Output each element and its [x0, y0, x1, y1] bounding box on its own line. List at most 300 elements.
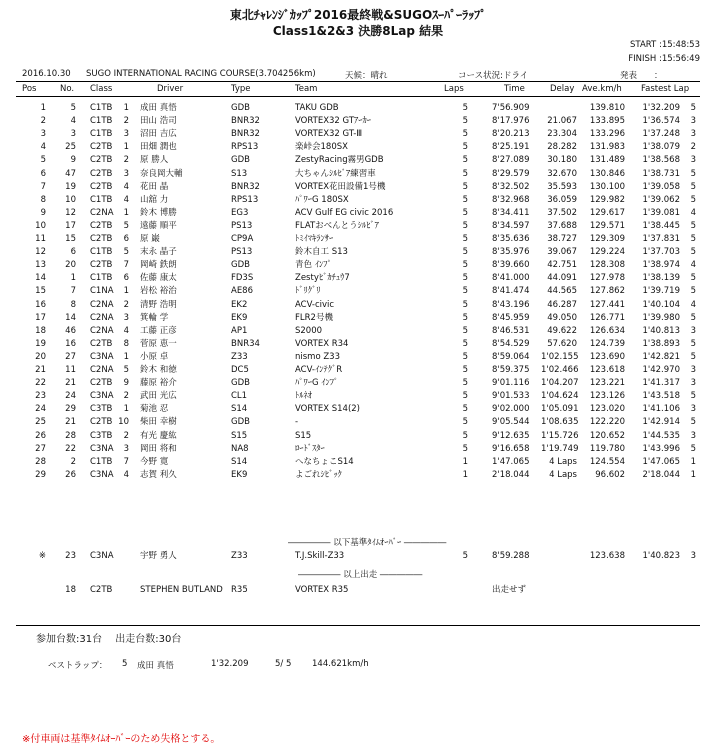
cell-team: Zestyﾋﾞｶﾁｭｳ7 — [295, 273, 350, 283]
cell-no: 15 — [65, 234, 76, 244]
cell-driver: 末永 晶子 — [140, 247, 177, 257]
cell-cp: 3 — [123, 129, 129, 139]
race-date: 2016.10.30 — [22, 69, 71, 79]
cell-cp: 4 — [123, 182, 129, 192]
cell-fll: 3 — [690, 129, 696, 139]
table-row — [0, 272, 716, 284]
cell-cp: 4 — [123, 195, 129, 205]
cell-driver: 鈴木 博勝 — [140, 208, 177, 218]
cell-cls: C2TB — [90, 378, 113, 388]
table-row — [0, 338, 716, 350]
cell-driver: 沼田 吉広 — [140, 129, 177, 139]
cell-laps: 5 — [462, 221, 468, 231]
cell-cp: 5 — [123, 221, 129, 231]
best-lap-label: ベストラップ： — [48, 661, 108, 671]
cell-fll: 5 — [690, 339, 696, 349]
cell-delay: 1'04.624 — [541, 391, 579, 401]
cell-cls: C2TB — [90, 182, 113, 192]
cell-time: 8'32.502 — [492, 182, 530, 192]
table-row — [0, 364, 716, 376]
cell-cls: C1TB — [90, 457, 113, 467]
cell-time: 8'32.968 — [492, 195, 530, 205]
cell-fl: 1'39.081 — [642, 208, 680, 218]
cell-type: GDB — [231, 103, 250, 113]
cell-pos: 10 — [35, 221, 46, 231]
cell-driver: 岩松 裕治 — [140, 286, 177, 296]
table-row-time-over — [0, 550, 716, 562]
cell-fl: 1'38.445 — [642, 221, 680, 231]
header-bottom-rule — [16, 96, 700, 97]
cell-pos: 4 — [40, 142, 46, 152]
cell-fll: 5 — [690, 195, 696, 205]
cell-cls: C1TB — [90, 247, 113, 257]
cell-avg: 123.020 — [589, 404, 625, 414]
cell-delay: 32.670 — [547, 169, 577, 179]
table-header — [0, 83, 716, 95]
cell-cp: 7 — [123, 457, 129, 467]
header-driver: Driver — [157, 84, 184, 94]
weather: 天候：晴れ — [345, 71, 388, 81]
cell-cp: 2 — [123, 155, 129, 165]
cell-team: ACV-ｲﾝﾃｸﾞR — [295, 365, 343, 375]
cell-type: EK2 — [231, 300, 248, 310]
cell-cls: C3NA — [90, 551, 114, 561]
header-class: Class — [90, 84, 113, 94]
cell-no: 46 — [65, 326, 76, 336]
cell-driver: 箕輪 学 — [140, 313, 169, 323]
cell-no: 29 — [65, 404, 76, 414]
cell-cls: C3NA — [90, 470, 114, 480]
table-row — [0, 168, 716, 180]
cell-time: 8'35.636 — [492, 234, 530, 244]
cell-cp: 10 — [118, 417, 129, 427]
cell-driver: 志賀 利久 — [140, 470, 177, 480]
cell-cp: 3 — [123, 313, 129, 323]
cell-no: 26 — [65, 470, 76, 480]
header-team: Team — [295, 84, 318, 94]
cell-team: - — [295, 417, 299, 427]
cell-type: CL1 — [231, 391, 248, 401]
cell-cls: C3NA — [90, 352, 114, 362]
cell-type: FD3S — [231, 273, 254, 283]
table-row — [0, 299, 716, 311]
cell-fl: 1'42.914 — [642, 417, 680, 427]
cell-cp: 1 — [123, 142, 129, 152]
cell-avg: 126.771 — [589, 313, 625, 323]
cell-fl: 1'37.831 — [642, 234, 680, 244]
table-row — [0, 377, 716, 389]
cell-fl: 1'42.970 — [642, 365, 680, 375]
cell-driver: 田畑 潤也 — [140, 142, 177, 152]
cell-pos: 2 — [40, 116, 46, 126]
cell-fll: 4 — [690, 300, 696, 310]
cell-avg: 131.489 — [589, 155, 625, 165]
cell-fll: 5 — [690, 182, 696, 192]
cell-driver: 柴田 幸樹 — [140, 417, 177, 427]
cell-cls: C2NA — [90, 326, 114, 336]
cell-no: 21 — [65, 417, 76, 427]
cell-laps: 5 — [462, 169, 468, 179]
cell-no: 17 — [65, 221, 76, 231]
cell-no: 6 — [70, 247, 76, 257]
cell-driver: 花田 晶 — [140, 182, 169, 192]
cell-pos: 9 — [40, 208, 46, 218]
cell-driver: STEPHEN BUTLAND — [140, 585, 223, 595]
cell-time: 8'43.196 — [492, 300, 530, 310]
table-row — [0, 154, 716, 166]
cell-cls: C1TB — [90, 195, 113, 205]
cell-laps: 5 — [462, 182, 468, 192]
cell-time: 8'20.213 — [492, 129, 530, 139]
cell-driver: 成田 真悟 — [140, 103, 177, 113]
cell-laps: 5 — [462, 391, 468, 401]
best-lap-no: 5 — [122, 659, 128, 669]
cell-fll: 3 — [690, 404, 696, 414]
cell-fll: 5 — [690, 221, 696, 231]
header-avg: Ave.km/h — [582, 84, 622, 94]
cell-pos: 28 — [35, 457, 46, 467]
cell-delay: 44.565 — [547, 286, 577, 296]
cell-delay: 30.180 — [547, 155, 577, 165]
cell-pos: 5 — [40, 155, 46, 165]
table-row — [0, 128, 716, 140]
cell-pos: 20 — [35, 352, 46, 362]
cell-team: 楽峠会180SX — [295, 142, 348, 152]
cell-fl: 1'40.813 — [642, 326, 680, 336]
cell-time: 8'34.411 — [492, 208, 530, 218]
cell-type: GDB — [231, 155, 250, 165]
cell-no: 12 — [65, 208, 76, 218]
cell-driver: 藤原 裕介 — [140, 378, 177, 388]
table-row — [0, 456, 716, 468]
cell-time: 2'18.044 — [492, 470, 530, 480]
header-no: No. — [60, 84, 75, 94]
cell-cp: 3 — [123, 169, 129, 179]
cell-no: 9 — [70, 155, 76, 165]
cell-fll: 5 — [690, 234, 696, 244]
cell-no: 28 — [65, 431, 76, 441]
cell-avg: 129.224 — [589, 247, 625, 257]
table-row — [0, 115, 716, 127]
cell-delay: 4 Laps — [549, 470, 577, 480]
cell-time: 8'35.976 — [492, 247, 530, 257]
cell-driver: 原 勝人 — [140, 155, 169, 165]
cell-fll: 5 — [690, 286, 696, 296]
cell-team: VORTEX S14(2) — [295, 404, 360, 414]
cell-time: 8'25.191 — [492, 142, 530, 152]
cell-avg: 123.221 — [589, 378, 625, 388]
cell-fl: 1'40.823 — [642, 551, 680, 561]
cell-team: VORTEX32 GT-Ⅲ — [295, 129, 363, 139]
cell-no: 8 — [70, 300, 76, 310]
cell-pos: 12 — [35, 247, 46, 257]
cell-delay: 21.067 — [547, 116, 577, 126]
cell-cp: 1 — [123, 352, 129, 362]
footnote: ※付車両は基準ﾀｲﾑｵｰﾊﾞｰのため失格とする。 — [22, 734, 221, 745]
cell-time: 9'05.544 — [492, 417, 530, 427]
cell-fll: 5 — [690, 247, 696, 257]
cell-driver: 原 巌 — [140, 234, 160, 244]
cell-time: 9'02.000 — [492, 404, 530, 414]
start-time: START :15:48:53 — [630, 40, 700, 50]
cell-fl: 1'38.139 — [642, 273, 680, 283]
cell-laps: 5 — [462, 431, 468, 441]
cell-pos: 13 — [35, 260, 46, 270]
cell-pos: 7 — [40, 182, 46, 192]
cell-avg: 128.308 — [589, 260, 625, 270]
cell-type: GDB — [231, 378, 250, 388]
cell-type: EG3 — [231, 208, 249, 218]
cell-cls: C2NA — [90, 365, 114, 375]
cell-delay: 57.620 — [547, 339, 577, 349]
cell-avg: 123.638 — [589, 551, 625, 561]
cell-driver: 今野 寛 — [140, 457, 169, 467]
cell-team: ﾄﾙﾈｵ — [295, 391, 313, 401]
cell-time: 8'27.089 — [492, 155, 530, 165]
cell-driver: 武田 光広 — [140, 391, 177, 401]
cell-cls: C3NA — [90, 391, 114, 401]
cell-fll: 3 — [690, 378, 696, 388]
cell-pos: 19 — [35, 339, 46, 349]
cell-fl: 1'39.719 — [642, 286, 680, 296]
cell-laps: 5 — [462, 352, 468, 362]
table-row — [0, 403, 716, 415]
table-row — [0, 220, 716, 232]
cell-team: TAKU GDB — [295, 103, 339, 113]
cell-cls: C3NA — [90, 444, 114, 454]
cell-fl: 1'32.209 — [642, 103, 680, 113]
cell-driver: 宇野 勇人 — [140, 551, 177, 561]
cell-laps: 5 — [462, 365, 468, 375]
header-top-rule — [16, 81, 700, 82]
cell-laps: 5 — [462, 417, 468, 427]
cell-delay: 35.593 — [547, 182, 577, 192]
cell-driver: 清野 浩明 — [140, 300, 177, 310]
cell-delay: 44.091 — [547, 273, 577, 283]
cell-cls: C2TB — [90, 260, 113, 270]
cell-avg: 129.309 — [589, 234, 625, 244]
cell-fll: 3 — [690, 431, 696, 441]
cell-driver: 岡田 将和 — [140, 444, 177, 454]
cell-driver: 小原 卓 — [140, 352, 169, 362]
cell-fl: 1'36.574 — [642, 116, 680, 126]
table-row — [0, 390, 716, 402]
cell-type: RPS13 — [231, 142, 259, 152]
cell-no: 20 — [65, 260, 76, 270]
cell-type: BNR32 — [231, 129, 260, 139]
cell-avg: 119.780 — [589, 444, 625, 454]
cell-team: 青色 ｲﾝﾌﾟ — [295, 260, 332, 270]
cell-fll: 5 — [690, 417, 696, 427]
cell-cp: 1 — [123, 208, 129, 218]
table-row — [0, 259, 716, 271]
cell-cp: 2 — [123, 116, 129, 126]
best-lap-driver: 成田 真悟 — [137, 661, 174, 671]
cell-delay: 38.727 — [547, 234, 577, 244]
cell-team: ﾛｰﾄﾞｽﾀｰ — [295, 444, 325, 454]
best-lap-time: 1'32.209 — [211, 659, 249, 669]
cell-laps: 5 — [462, 247, 468, 257]
cell-no: 14 — [65, 313, 76, 323]
cell-team: FLR2号機 — [295, 313, 333, 323]
cell-cls: C2NA — [90, 313, 114, 323]
cell-fl: 1'38.079 — [642, 142, 680, 152]
cell-laps: 5 — [462, 142, 468, 152]
cell-team: VORTEX R34 — [295, 339, 349, 349]
cell-time: 8'29.579 — [492, 169, 530, 179]
cell-fll: 3 — [690, 116, 696, 126]
cell-pos: 25 — [35, 417, 46, 427]
cell-cls: C1NA — [90, 286, 114, 296]
cell-avg: 131.983 — [589, 142, 625, 152]
cell-avg: 123.690 — [589, 352, 625, 362]
cell-laps: 5 — [462, 260, 468, 270]
cell-avg: 139.810 — [589, 103, 625, 113]
cell-time: 9'01.116 — [492, 378, 530, 388]
cell-type: AP1 — [231, 326, 248, 336]
cell-laps: 5 — [462, 444, 468, 454]
cell-team: よごれｼﾋﾞｯｸ — [295, 470, 342, 480]
cell-laps: 5 — [462, 551, 468, 561]
cell-fll: 5 — [690, 169, 696, 179]
cell-delay: 4 Laps — [549, 457, 577, 467]
cell-team: ﾄﾐｲﾏｷﾗﾝｻｰ — [295, 234, 334, 244]
cell-team: ZestyRacing霧男GDB — [295, 155, 384, 165]
table-row — [0, 312, 716, 324]
cell-cp: 2 — [123, 431, 129, 441]
cell-avg: 130.100 — [589, 182, 625, 192]
cell-avg: 130.846 — [589, 169, 625, 179]
title-line-1: 東北ﾁｬﾚﾝｼﾞｶｯﾌﾟ2016最終戦&SUGOｽｰﾊﾟｰﾗｯﾌﾟ — [229, 8, 487, 22]
cell-fll: 5 — [690, 391, 696, 401]
cell-team: S2000 — [295, 326, 323, 336]
cell-team: T.J.Skill-Z33 — [295, 551, 345, 561]
cell-no: 25 — [65, 142, 76, 152]
cell-laps: 1 — [462, 457, 468, 467]
cell-fl: 1'38.568 — [642, 155, 680, 165]
cell-avg: 129.571 — [589, 221, 625, 231]
cell-team: ACV-civic — [295, 300, 335, 310]
cell-laps: 5 — [462, 339, 468, 349]
cell-cp: 5 — [123, 365, 129, 375]
course-name: SUGO INTERNATIONAL RACING COURSE(3.704256km) — [86, 69, 316, 79]
cell-pos: 1 — [40, 103, 46, 113]
cell-avg: 129.617 — [589, 208, 625, 218]
entry-summary: 参加台数:31台 出走台数:30台 — [36, 634, 182, 645]
cell-time: 8'39.660 — [492, 260, 530, 270]
cell-type: S13 — [231, 169, 248, 179]
cell-fll: 3 — [690, 365, 696, 375]
cell-type: DC5 — [231, 365, 249, 375]
cell-fll: 3 — [690, 551, 696, 561]
table-row — [0, 194, 716, 206]
best-lap-speed: 144.621km/h — [312, 659, 369, 669]
table-row — [0, 430, 716, 442]
cell-no: 3 — [70, 129, 76, 139]
cell-type: BNR34 — [231, 339, 260, 349]
cell-time: 8'17.976 — [492, 116, 530, 126]
cell-fl: 1'38.731 — [642, 169, 680, 179]
cell-team: ACV Gulf EG civic 2016 — [295, 208, 394, 218]
cell-delay: 1'08.635 — [541, 417, 579, 427]
cell-time: 8'45.959 — [492, 313, 530, 323]
cell-pos: 29 — [35, 470, 46, 480]
cell-time: 9'01.533 — [492, 391, 530, 401]
cell-fl: 1'39.062 — [642, 195, 680, 205]
table-row — [0, 325, 716, 337]
cell-cp: 3 — [123, 444, 129, 454]
cell-fl: 1'40.104 — [642, 300, 680, 310]
cell-delay: 23.304 — [547, 129, 577, 139]
cell-driver: 菊池 忍 — [140, 404, 169, 414]
cell-pos: 21 — [35, 365, 46, 375]
cell-pos: 26 — [35, 431, 46, 441]
cell-no: 24 — [65, 391, 76, 401]
separator-started: ――――― 以上出走 ――――― — [298, 570, 423, 580]
table-row — [0, 351, 716, 363]
cell-pos: 23 — [35, 391, 46, 401]
cell-type: BNR32 — [231, 182, 260, 192]
cell-fl: 2'18.044 — [642, 470, 680, 480]
cell-delay: 39.067 — [547, 247, 577, 257]
cell-pos: 17 — [35, 313, 46, 323]
cell-fll: 5 — [690, 273, 696, 283]
cell-laps: 5 — [462, 129, 468, 139]
cell-laps: 5 — [462, 116, 468, 126]
cell-time: 8'46.531 — [492, 326, 530, 336]
cell-no: 2 — [70, 457, 76, 467]
cell-driver: 田山 浩司 — [140, 116, 177, 126]
cell-fl: 1'38.893 — [642, 339, 680, 349]
cell-driver: 鈴木 和徳 — [140, 365, 177, 375]
cell-no: 23 — [65, 551, 76, 561]
cell-no: 18 — [65, 585, 76, 595]
cell-fll: 3 — [690, 155, 696, 165]
cell-fll: 2 — [690, 142, 696, 152]
cell-laps: 5 — [462, 300, 468, 310]
cell-pos: 22 — [35, 378, 46, 388]
cell-type: PS13 — [231, 247, 253, 257]
cell-type: Z33 — [231, 551, 248, 561]
cell-cp: 2 — [123, 391, 129, 401]
cell-avg: 126.634 — [589, 326, 625, 336]
cell-driver: 岡崎 鉄朗 — [140, 260, 177, 270]
cell-team: VORTEX R35 — [295, 585, 349, 595]
cell-delay: 46.287 — [547, 300, 577, 310]
cell-cp: 8 — [123, 339, 129, 349]
cell-type: Z33 — [231, 352, 248, 362]
cell-avg: 124.739 — [589, 339, 625, 349]
cell-laps: 5 — [462, 404, 468, 414]
cell-avg: 96.602 — [595, 470, 625, 480]
cell-cp: 1 — [123, 404, 129, 414]
cell-delay: 42.751 — [547, 260, 577, 270]
cell-delay: 1'02.155 — [541, 352, 579, 362]
cell-cp: 7 — [123, 260, 129, 270]
cell-cls: C2TB — [90, 234, 113, 244]
cell-cls: C2TB — [90, 169, 113, 179]
cell-type: S14 — [231, 457, 248, 467]
cell-cls: C2TB — [90, 142, 113, 152]
cell-cp: 4 — [123, 326, 129, 336]
cell-delay: 49.622 — [547, 326, 577, 336]
cell-fll: 4 — [690, 208, 696, 218]
cell-no: 11 — [65, 365, 76, 375]
cell-laps: 5 — [462, 326, 468, 336]
cell-avg: 127.441 — [589, 300, 625, 310]
cell-fl: 1'44.535 — [642, 431, 680, 441]
table-row — [0, 233, 716, 245]
